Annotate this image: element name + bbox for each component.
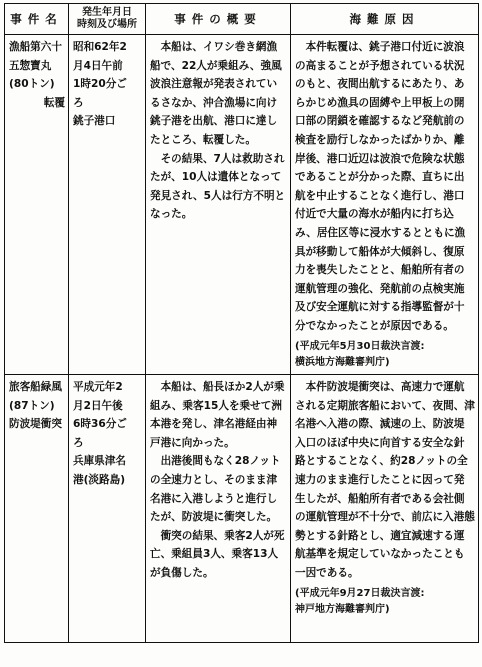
- place-line: 兵庫県津名: [73, 455, 126, 468]
- header-cause: 海難原因: [291, 4, 479, 35]
- summary-paragraph: 本船は、イワシ巻き網漁船で、22人が乗組み、強風波浪注意報が発表されているさなか、沖合漁場に向け銚子港を出航、港口に達したところ、転覆した。: [150, 41, 282, 146]
- header-row: [5, 4, 479, 35]
- summary-paragraph: 衝突の結果、乗客2人が死亡、乗組員3人、乗客13人が負傷した。: [150, 529, 285, 579]
- ruling-note: [295, 339, 475, 371]
- case-name-line: 転覆: [43, 96, 65, 109]
- header-date-line2: 時刻及び場所: [77, 19, 137, 30]
- ruling-note-line: (平成元年9月27日裁決言渡:: [295, 587, 425, 599]
- date-place-cell: [69, 375, 146, 643]
- case-name-cell: [5, 375, 69, 643]
- ruling-note: [295, 586, 475, 618]
- date-line: 昭和62年2: [73, 41, 127, 53]
- date-line: 6時36分ご: [73, 418, 127, 431]
- place-line: 銚子港口: [73, 115, 116, 128]
- cause-cell: [291, 375, 479, 643]
- case-name-line: 五惣寶丸: [9, 59, 52, 72]
- summary-paragraph: その結果、7人は救助されたが、10人は遺体となって発見され、5人は行方不明となった。: [150, 152, 286, 221]
- marine-accident-table: [4, 3, 479, 643]
- summary-cell: [146, 375, 291, 643]
- table-row: [5, 375, 479, 643]
- case-name-line: 漁船第六十: [9, 41, 62, 53]
- table-row: [5, 35, 479, 375]
- date-line: ろ: [73, 96, 84, 109]
- ruling-note-line: (平成元年5月30日裁決言渡:: [295, 340, 425, 352]
- case-name-line: (87トン): [9, 399, 55, 412]
- date-line: ろ: [73, 436, 84, 449]
- ruling-note-line: 横浜地方海難審判庁): [295, 356, 390, 368]
- header-date-place: [69, 4, 146, 35]
- cause-cell: [291, 35, 479, 375]
- case-name-cell: [5, 35, 69, 375]
- date-line: 1時20分ご: [73, 78, 127, 91]
- place-line: 港(淡路島): [73, 473, 126, 486]
- header-case-name: 事件名: [5, 4, 69, 35]
- date-line: 月4日午前: [73, 59, 123, 72]
- header-date-line1: 発生年月日: [82, 7, 132, 18]
- ruling-note-line: 神戸地方海難審判庁): [295, 603, 390, 615]
- date-line: 平成元年2: [73, 381, 123, 393]
- summary-paragraph: 出港後間もなく28ノットの全速力とし、そのまま津名港に入港しようと進行したが、防波堤に衝突した。: [150, 455, 281, 524]
- case-name-line: 防波堤衝突: [9, 418, 62, 431]
- case-name-line: 旅客船緑風: [9, 381, 62, 393]
- cause-paragraph: 本件転覆は、銚子港口付近に波浪の高まることが予想されている状況のもと、夜間出航するにあたり、あらかじめ漁具の固縛や上甲板上の開口部の閉鎖を確認するなど発航前の検査を励行しなかったばかりか、離岸後、港口近辺は波浪で危険な状態であることが分かった際、直ちに出航を中止することなく進行し、港口付近で大量の海水が船内に打ち込み、居住区等に浸水するとともに漁具が移動して船体が大傾斜し、復原力を喪失したことと、船舶所有者の運航管理の強化、発航前の点検実施及び安全運航に対する指導監督が十分でなかったことが原因である。: [295, 41, 466, 332]
- header-summary: 事件の概要: [146, 4, 291, 35]
- cause-paragraph: 本件防波堤衝突は、高速力で運航される定期旅客船において、夜間、津名港へ入港の際、減速の上、防波堤入口のほぼ中央に向首する安全な針路とすることなく、約28ノットの全速力のまま進行したことに因って発生したが、船舶所有者である会社側の運航管理が不十分で、前広に入港態勢とする針路とし、適宜減速する運航基準を規定していなかったことも一因である。: [295, 381, 475, 579]
- summary-cell: [146, 35, 291, 375]
- summary-paragraph: 本船は、船長ほか2人が乗組み、乗客15人を乗せて洲本港を発し、津名港経由神戸港に向かった。: [150, 381, 285, 449]
- case-name-line: (80トン): [9, 78, 55, 91]
- date-line: 月2日午後: [73, 399, 123, 412]
- date-place-cell: [69, 35, 146, 375]
